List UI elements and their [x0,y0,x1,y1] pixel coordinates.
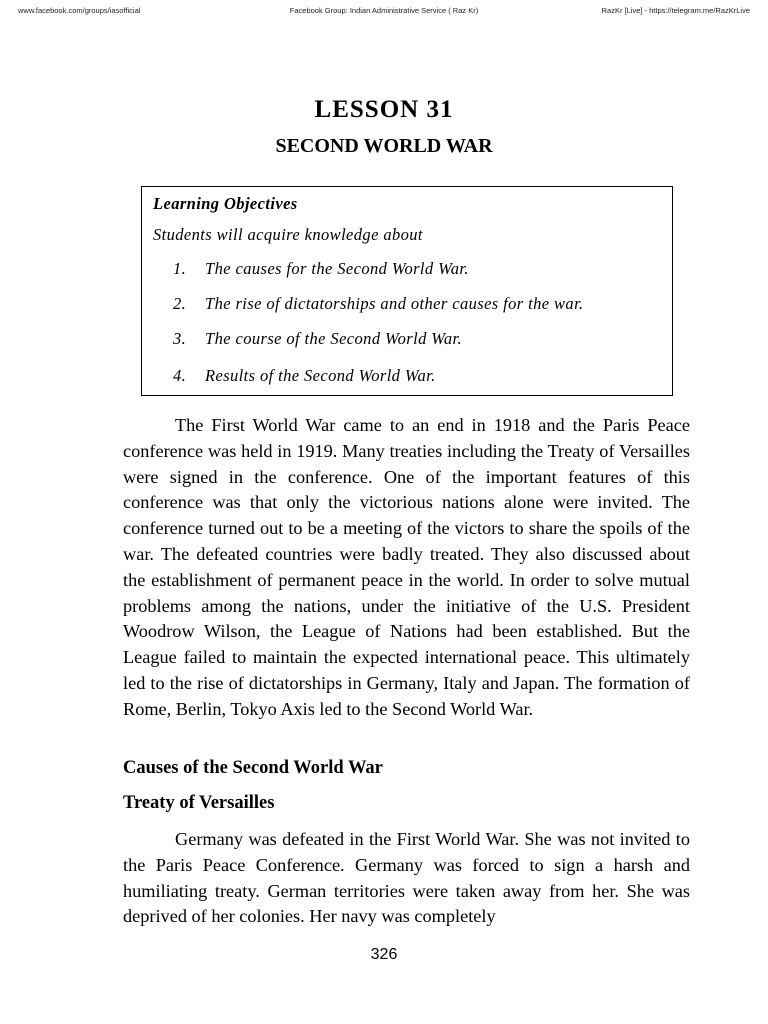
intro-paragraph [123,413,690,723]
objectives-intro: Students will acquire knowledge about [153,225,423,244]
objective-text: The rise of dictatorships and other causes for the war. [205,294,584,313]
intro-paragraph-text: The First World War came to an end in 1918 and the Paris Peace conference was held in 1919. Many treaties including the Treaty of Versailles were signed in the conference. One of the important features of this conference was that only the victorious nations alone were invited. The conference turned out to be a meeting of the victors to share the spoils of the war. The defeated countries were badly treated. They also discussed about the establishment of permanent peace in the world. In order to solve mutual problems among the nations, under the initiative of the U.S. President Woodrow Wilson, the League of Nations had been established. But the League failed to maintain the expected international peace. This ultimately led to the rise of dictatorships in Germany, Italy and Japan. The formation of Rome, Berlin, Tokyo Axis led to the Second World War. [123,415,690,719]
header-left-text: www.facebook.com/groups/iasofficial [18,6,141,15]
objective-text: The causes for the Second World War. [205,259,469,278]
objective-item [173,294,584,314]
objective-item [173,259,469,279]
causes-heading: Causes of the Second World War [123,758,383,778]
page-header [18,6,750,20]
learning-objectives-box [141,186,673,396]
header-center-text: Facebook Group: Indian Administrative Service ( Raz Kr) [289,6,479,15]
objective-number: 2. [173,294,187,313]
lesson-subtitle: SECOND WORLD WAR [275,135,493,157]
objective-number: 1. [173,259,187,278]
lesson-title: LESSON 31 [314,96,454,123]
objective-number: 3. [173,329,187,348]
objective-text: The course of the Second World War. [205,329,463,348]
header-right-text: RazKr [Live] - https://telegram.me/RazKrLive [601,6,750,15]
objective-item [173,366,436,386]
treaty-paragraph [123,827,690,930]
objective-text: Results of the Second World War. [205,366,436,385]
objectives-heading: Learning Objectives [153,194,298,213]
treaty-paragraph-text: Germany was defeated in the First World War. She was not invited to the Paris Peace Conference. Germany was forced to sign a harsh and humiliating treaty. German territories were taken away from her. She was deprived of her colonies. Her navy was completely [123,829,690,927]
page-number: 326 [370,946,398,963]
objective-number: 4. [173,366,187,385]
objective-item [173,329,462,349]
treaty-heading: Treaty of Versailles [123,793,275,813]
